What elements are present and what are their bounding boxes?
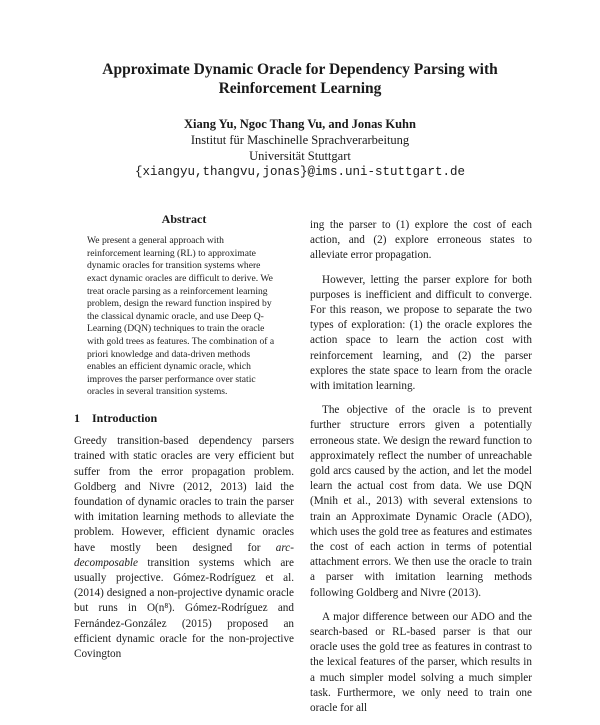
author-names: Xiang Yu, Ngoc Thang Vu, and Jonas Kuhn [184, 117, 416, 131]
title-line-1: Approximate Dynamic Oracle for Dependency Parsing with [102, 61, 498, 78]
right-paragraph-4: A major difference between our ADO and the search-based or RL-based parser is that our oracle uses the gold tree as features in contrast to the lexical features of the parser, which results in a much simpler model solving a much simpler task. Furthermore, we only need to train one oracle for all [310, 610, 532, 715]
abstract-heading: Abstract [161, 212, 207, 226]
right-column [310, 218, 532, 725]
intro-paragraph [74, 434, 294, 662]
section-number: 1 [74, 410, 80, 425]
title-line-2: Reinforcement Learning [218, 80, 382, 97]
affiliation-line-2: Universität Stuttgart [249, 149, 351, 163]
right-paragraph-2: However, letting the parser explore for both purposes is inefficient and difficult to converge. For this reason, we propose to separate the two types of exploration: (1) the oracle explores the action space to learn the action cost with reinforcement learning, and (2) the parser explores the state space to learn from the oracle with imitation learning. [310, 273, 532, 393]
right-paragraph-3: The objective of the oracle is to prevent further structure errors given a potentially erroneous state. We design the reward function to approximately reflect the number of unreachable gold arcs caused by the action, and let the model learn the actual cost from data. We use DQN (Mnih et al., 2013) with several extensions to train an Approximate Dynamic Oracle (ADO), which uses the gold tree as features and estimates the cost of each action in terms of potential attachment errors. We then use the oracle to train a parser with imitation learning methods following Goldberg and Nivre (2013). [310, 404, 532, 599]
affiliation-line-1: Institut für Maschinelle Sprachverarbeitung [190, 133, 410, 147]
intro-text-b: transition systems which are usually projective. Gómez-Rodríguez et al. (2014) designed a non-projective dynamic oracle but runs in O(n⁸). Gómez-Rodríguez and Fernández-González (2015) proposed an efficient dynamic oracle for the non-projective Covington [74, 556, 294, 660]
right-paragraph-1: ing the parser to (1) explore the cost of each action, and (2) explore erroneous states to alleviate error propagation. [310, 219, 532, 262]
intro-text-a: Greedy transition-based dependency parsers trained with static oracles are very efficient but suffer from the error propagation problem. Goldberg and Nivre (2012, 2013) laid the foundation of dynamic oracles to train the parser with imitation learning methods to alleviate the problem. However, efficient dynamic oracles have mostly been designed for [74, 435, 294, 554]
intro-emphasis: arc-decomposable [74, 541, 294, 569]
left-column [74, 212, 294, 671]
section-title: Introduction [92, 410, 158, 425]
author-block [60, 116, 540, 180]
section-heading-introduction [74, 411, 294, 426]
author-email: {xiangyu,thangvu,jonas}@ims.uni-stuttgart.de [134, 165, 466, 179]
abstract-text: We present a general approach with reinforcement learning (RL) to approximate dynamic oracles for transition systems where exact dynamic oracles are difficult to derive. We treat oracle parsing as a reinforcement learning problem, design the reward function inspired by the classical dynamic oracle, and use Deep Q-Learning (DQN) techniques to train the oracle with gold trees as features. The combination of a priori knowledge and data-driven methods enables an efficient dynamic oracle, which improves the parser performance over static oracles in several transition systems. [87, 235, 275, 398]
paper-title [60, 60, 540, 98]
